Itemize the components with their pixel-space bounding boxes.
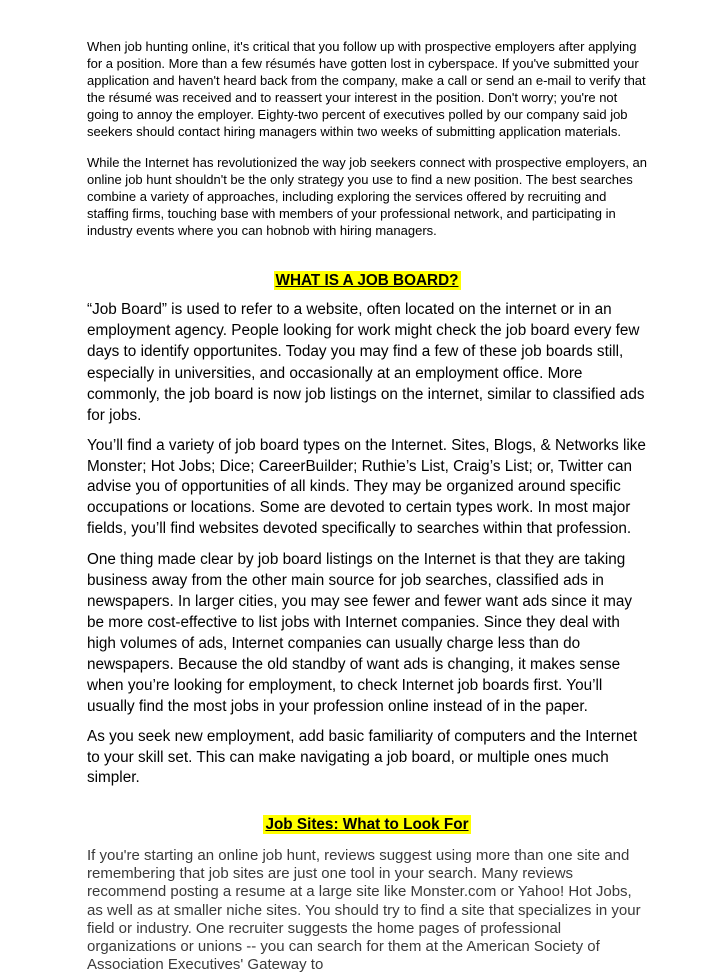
job-sites-heading-wrap (87, 815, 647, 834)
spacer (87, 140, 647, 154)
spacer (87, 426, 647, 436)
spacer (87, 834, 647, 847)
spacer (87, 290, 647, 299)
document-page (87, 38, 647, 974)
job-board-heading: WHAT IS A JOB BOARD? (275, 272, 459, 289)
spacer (87, 239, 647, 271)
job-sites-paragraph: If you're starting an online job hunt, reviews suggest using more than one site and remembering that job sites are just one tool in your search. Many reviews recommend posting a resume at a large site like Monster.com or Yahoo! Hot Jobs, as well as at smaller niche sites. You should try to find a site that specializes in your field or industry. One recruiter suggests the home pages of professional organizations or unions -- you can search for them at the American Society of Association Executives' Gateway to (87, 846, 641, 974)
job-board-paragraph-4: As you seek new employment, add basic familiarity of computers and the Internet to your skill set. This can make navigating a job board, or multiple ones much simpler. (87, 728, 638, 787)
intro-paragraph-2: While the Internet has revolutionized the way job seekers connect with prospective employers, an online job hunt shouldn't be the only strategy you use to find a new position. The best searches combine a variety of approaches, including exploring the services offered by recruiting and staffing firms, touching base with members of your professional network, and participating in industry events where you can hobnob with hiring managers. (87, 155, 648, 238)
spacer (87, 539, 647, 549)
spacer (87, 789, 647, 815)
job-board-paragraph-1: “Job Board” is used to refer to a website, often located on the internet or in an employment agency. People looking for work might check the job board every few days to identify opportunites. Today you may find a few of these job boards still, especially in universities, and occasionally at an employment office. More commonly, the job board is now job listings on the internet, similar to classified ads for jobs. (87, 301, 645, 425)
job-board-paragraph-2: You’ll find a variety of job board types on the Internet. Sites, Blogs, & Networks like Monster; Hot Jobs; Dice; CareerBuilder; Ruthie’s List, Craig’s List; or, Twitter can advise you of opportunities of all kinds. They may be organized around specific occupations or locations. Some are devoted to certain types work. In most major fields, you’ll find websites devoted specifically to searches within that profession. (87, 437, 646, 537)
spacer (87, 717, 647, 727)
job-sites-heading: Job Sites: What to Look For (265, 815, 469, 833)
job-board-paragraph-3: One thing made clear by job board listings on the Internet is that they are taking business away from the other main source for job searches, classified ads in newspapers. In larger cities, you may see fewer and fewer want ads since it may be more cost-effective to list jobs with Internet companies. Since they deal with high volumes of ads, Internet companies can usually charge less than do newspapers. Because the old standby of want ads is changing, it makes sense when you’re looking for employment, to check Internet job boards first. You’ll usually find the most jobs in your profession online instead of in the paper. (87, 551, 632, 716)
job-board-heading-wrap (87, 271, 647, 290)
intro-paragraph-1: When job hunting online, it's critical that you follow up with prospective employers after applying for a position. More than a few résumés have gotten lost in cyberspace. If you've submitted your application and haven't heard back from the company, make a call or send an e-mail to verify that the résumé was received and to reassert your interest in the position. Don't worry; you're not going to annoy the employer. Eighty-two percent of executives polled by our company said job seekers should contact hiring managers within two weeks of submitting application materials. (87, 39, 646, 139)
